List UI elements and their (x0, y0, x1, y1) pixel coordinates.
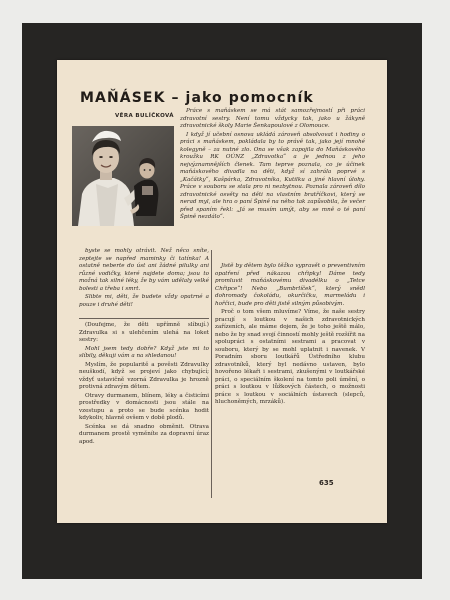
intro-paragraph-1: Práce s maňáskem se má stát samozřejmostí při práci zdravotní sestry. Není tomu vždycky tak, jako u žákyně zdravotnické školy Marie Šenkapoulové z Olomouce. (180, 108, 365, 129)
dialogue-paragraph-2: Slibte mi, děti, že budete vždy opatrné a pouze i druhé děti! (79, 294, 209, 308)
left-paragraph-2: Mohl jsem tedy dobře? Když jste mi to slíbily, děkuji vám a na shledanou! (79, 345, 209, 359)
left-paragraph-5: Scénka se dá snadno obměnit. Otrava durmanem prostě vyměníte za dopravní úraz apod. (79, 423, 209, 445)
left-paragraph-4: Otravy durmanem, blínem, léky a čisticími prostředky v domácnosti jsou stále na vzestupu a proto se bude scénka hodit kdykoliv, hlavně ovšem v době plodů. (79, 392, 209, 421)
page-number: 635 (319, 479, 334, 487)
left-column-text (79, 322, 209, 447)
right-paragraph-1: Jistě by dětem bylo těžko vypravět o preventivním opatření před nákazou chřipky! Dáme tedy promluvit maňáskovému divadélku o „Tetce Chřipce“! Nebo „Bumbrlíček“, který snědl dohromady čokoládu, okurčičku, marmeládu i hořčici, bude pro děti jistě silným působivým. (215, 263, 365, 307)
dialogue-paragraph-1: byste se mohly otrávit. Než něco sníte, zeptejte se napřed maminky či tatínka! A ostatně neberte do úst ani žádné pilulky ani různé vodičky, které najdete doma; jsou to možná tak silné léky, že by vám udělaly velké bolesti a třeba i smrt. (79, 248, 209, 292)
scene-dialogue-text (79, 248, 209, 310)
left-paragraph-1: (Doufejme, že děti upřímně slíbují.) Zdravulka si s ulehčením ulehá na loket sestry: (79, 322, 209, 343)
column-divider (211, 250, 212, 498)
intro-paragraph-2: I když jí učební osnova ukládá zároveň absolvovat i hodiny o práci s maňáskem, pokládala by to právě tak, jako její mnohé kolegyně – za nutné zlo. Ona se však zapojila do Maňáskového kroužku RK OÚNZ „Zdravotka“ a je jednou z jeho nejvýznamnějších členek. Tam teprve poznala, co je účinek maňáskového divadla na děti, když sí zahrála poprvé s „Kačátky“, Kašpárka, Zdravotníka, Kutilku a jiné hlavní úlohy. Práce v souboru se stala pro ni nezbytnou. Poznala zároveň dílo zdravotnické osvěty na děti na vlastním bratříčkovi, který se nerad myl, ale hra o paní Špině na něho tak zapůsobila, že večer před spaním řekl: „Já se musím umýt, aby se mně o té paní Špině nezdálo“. (180, 131, 365, 220)
photo-illustration (72, 126, 174, 226)
horizontal-divider (79, 318, 209, 319)
intro-text (180, 108, 365, 223)
article-title: MAŇÁSEK – jako pomocník (80, 90, 314, 106)
nurse-with-puppet-photo (72, 126, 174, 226)
right-column-text (215, 263, 365, 408)
right-paragraph-2: Proč o tom všem mluvíme? Víme, že naše sestry pracují s loutkou v našich zdravotnických zařízeních, ale máme dojem, že je toho ještě málo, nebo že by snad svojí činností mohly ještě rozšířit na spolupráci s ostatními sestrami a pracovat v souboru, který by se mohl uplatnit i navenek. V Poradním sboru loutkářů Ústředního klubu zdravotníků, který byl nedávno ustaven, bylo hovořeno lékaři i sestrami, zkušenými v loutkářské práci, o speciálním školení na tomto poli úmění, o práci s loutkou v lůžkových částech, o možnosti práce s loutkou v sociálních ústavech (slepců, hluchoněmých, mrzáků). (215, 309, 365, 405)
left-paragraph-3: Myslím, že popularitě a pověsti Zdravulky neuškodí, když se projeví jako chybující; vždyť ustavičně vzorná Zdravulka je hrozně protivná zdravým dětem. (79, 361, 209, 390)
article-author: VĚRA BULÍČKOVÁ (115, 113, 174, 119)
magazine-page (57, 60, 387, 523)
